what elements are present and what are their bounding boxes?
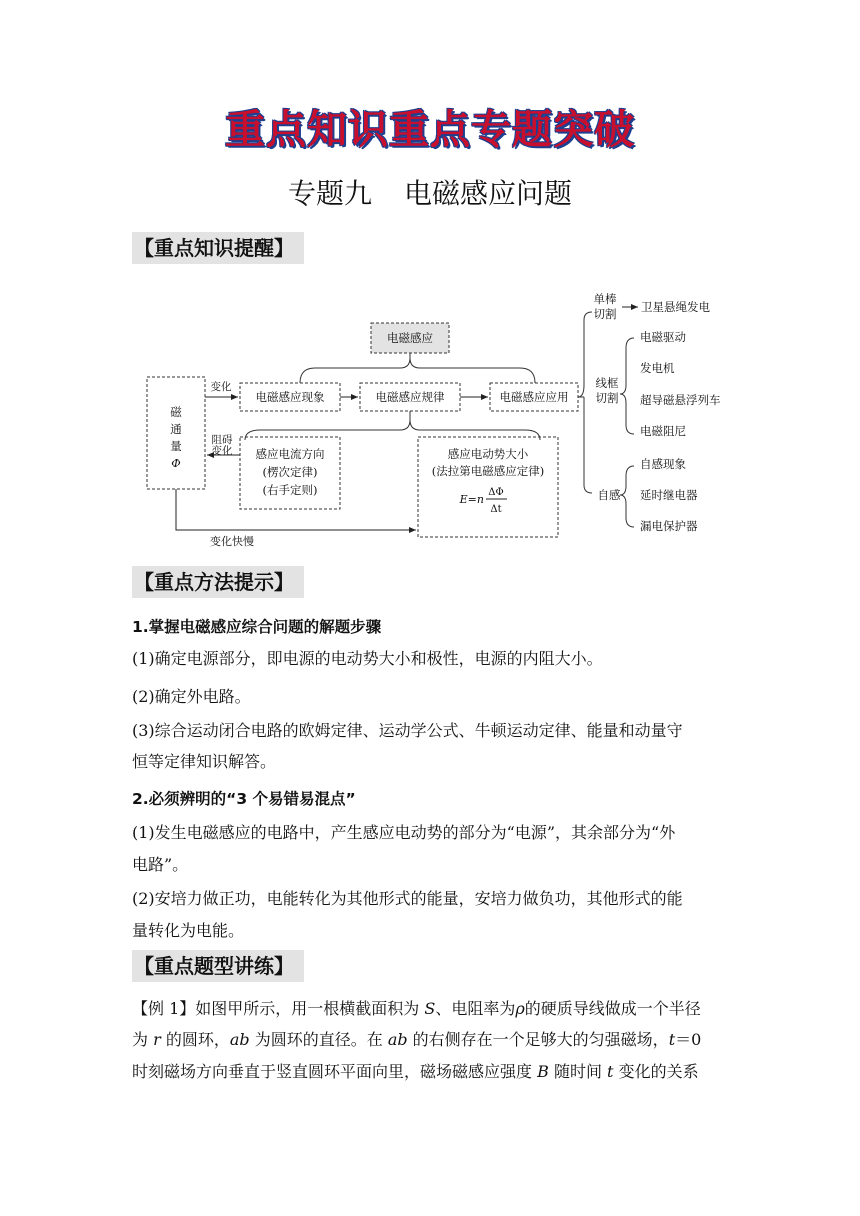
method-step-3-line-1: (3)综合运动闭合电路的欧姆定律、运动学公式、牛顿运动定律、能量和动量守 [132,721,683,740]
section-knowledge-heading: 【重点知识提醒】 [132,232,304,264]
branch-2-item-4: 电磁阻尼 [640,424,686,438]
branch-2-item-1: 电磁驱动 [640,330,686,344]
flux-char-3: 量 [170,439,182,453]
direction-line-2: (楞次定律) [262,465,318,479]
flux-char-4: Φ [171,456,181,470]
direction-line-1: 感应电流方向 [255,447,325,461]
arrow-change-label: 变化 [210,381,232,393]
branch-3-item-2: 延时继电器 [640,488,698,502]
branch-2-item-3: 超导磁悬浮列车 [640,393,721,407]
section-method-heading: 【重点方法提示】 [132,566,304,598]
method-step-2: (2)确定外电路。 [132,687,251,706]
flux-char-2: 通 [170,422,182,436]
pitfall-2-line-2: 量转化为电能。 [132,921,245,940]
banner-title: 重点知识重点专题突破 [225,107,635,153]
branch-1-item-1: 卫星悬绳发电 [641,300,710,314]
method-heading-2: 2.必须辨明的“3 个易错易混点” [132,790,356,808]
emf-line-1: 感应电动势大小 [447,447,529,461]
method-step-3-line-2: 恒等定律知识解答。 [132,752,277,771]
branch-3-item-3: 漏电保护器 [640,519,698,533]
direction-line-3: (右手定则) [262,483,318,497]
branch-2-label-a: 线框 [595,376,619,390]
example-1-line-2: 为 r 的圆环，ab 为圆环的直径。在 ab 的右侧存在一个足够大的匀强磁场，t＝0 [132,1030,702,1049]
branch-2-label-b: 切割 [595,391,619,405]
section-practice-heading: 【重点题型讲练】 [132,950,304,982]
branch-2-item-2: 发电机 [640,361,675,375]
arrow-speed-label: 变化快慢 [210,535,254,548]
branch-1-label-a: 单棒 [593,292,617,306]
topic-heading [0,172,860,212]
arrow-hinder-label-1: 阻碍 [211,434,233,446]
emf-formula-lhs: E=n [459,493,484,506]
example-1-line-3: 时刻磁场方向垂直于竖直圆环平面向里，磁场磁感应强度 B 随时间 t 变化的关系 [132,1062,699,1081]
concept-map-diagram [0,270,860,560]
example-1-line-1: 【例 1】如图甲所示，用一根横截面积为 S、电阻率为ρ的硬质导线做成一个半径 [132,999,701,1018]
node-top-label: 电磁感应 [387,331,433,345]
pitfall-2-line-1: (2)安培力做正功，电能转化为其他形式的能量，安培力做负功，其他形式的能 [132,889,683,908]
topic-name: 电磁感应问题 [404,177,573,210]
emf-line-2: (法拉第电磁感应定律) [431,464,545,478]
method-heading-1: 1.掌握电磁感应综合问题的解题步骤 [132,618,382,636]
pitfall-1-line-2: 电路”。 [132,855,189,874]
branch-1-label-b: 切割 [593,307,617,321]
flux-char-1: 磁 [170,405,182,419]
emf-formula-num: ΔΦ [488,487,504,498]
node-law-label: 电磁感应规律 [375,390,445,404]
branch-3-label: 自感 [597,488,621,502]
node-application-label: 电磁感应应用 [499,390,569,404]
node-phenomenon-label: 电磁感应现象 [255,390,325,404]
topic-number: 专题九 [287,177,372,210]
method-step-1: (1)确定电源部分，即电源的电动势大小和极性，电源的内阻大小。 [132,649,603,668]
emf-formula-den: Δt [490,504,502,515]
pitfall-1-line-1: (1)发生电磁感应的电路中，产生感应电动势的部分为“电源”，其余部分为“外 [132,823,676,842]
arrow-hinder-label-2: 变化 [211,445,233,457]
branch-3-item-1: 自感现象 [640,457,686,471]
